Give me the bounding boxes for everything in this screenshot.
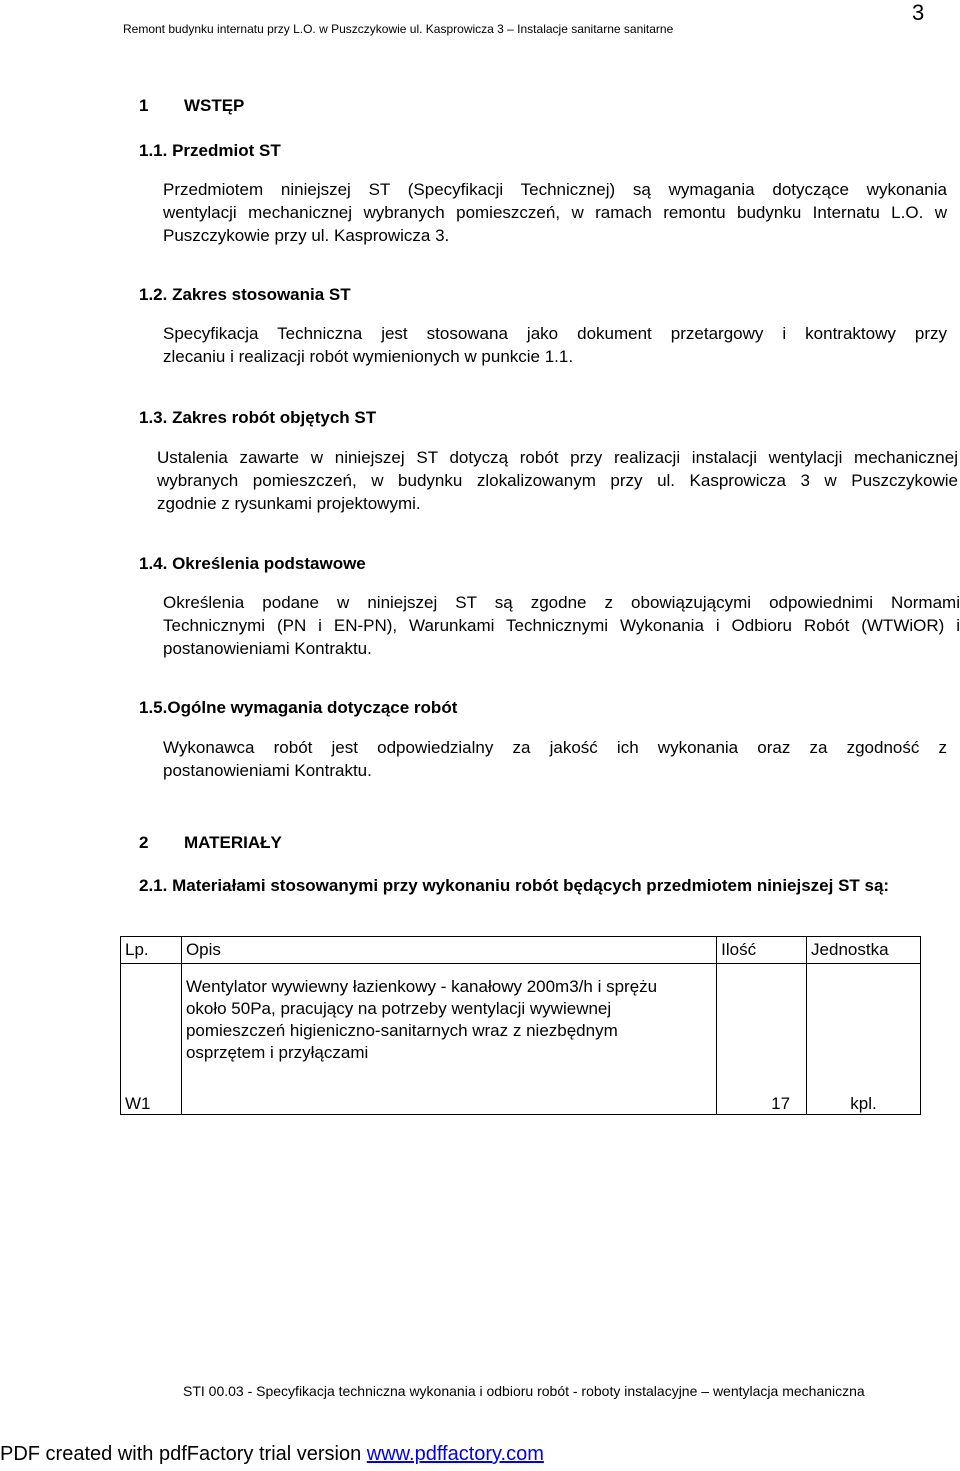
table-header-row	[121, 937, 921, 964]
section-1-5-title: 1.5.Ogólne wymagania dotyczące robót	[139, 698, 458, 717]
paragraph-line: wybranych pomieszczeń, w budynku zlokalizowanym przy ul. Kasprowicza 3 w Puszczykowie	[157, 471, 958, 490]
cell-opis	[181, 964, 716, 1115]
paragraph-line: Ustalenia zawarte w niniejszej ST dotyczą robót przy realizacji instalacji wentylacji mechanicznej	[157, 448, 958, 467]
paragraph-line: Wykonawca robót jest odpowiedzialny za jakość ich wykonania oraz za zgodność z	[163, 738, 947, 757]
paragraph-line: zgodnie z rysunkami projektowymi.	[157, 494, 421, 513]
section-2-title: MATERIAŁY	[183, 833, 282, 852]
column-header-ilosc: Ilość	[717, 937, 807, 964]
paragraph-line: wentylacji mechanicznej wybranych pomieszczeń, w ramach remontu budynku Internatu L.O. w	[163, 203, 947, 222]
column-header-opis: Opis	[181, 937, 716, 964]
paragraph-line: zlecaniu i realizacji robót wymienionych w punkcie 1.1.	[163, 347, 574, 366]
section-2-1-title: 2.1. Materiałami stosowanymi przy wykonaniu robót będących przedmiotem niniejszej ST są:	[139, 876, 890, 895]
cell-opis-line: pomieszczeń higieniczno-sanitarnych wraz z niezbędnym	[185, 1021, 618, 1040]
cell-opis-line: Wentylator wywiewny łazienkowy - kanałowy 200m3/h i sprężu	[185, 977, 658, 996]
paragraph-line: Określenia podane w niniejszej ST są zgodne z obowiązującymi odpowiednimi Normami	[163, 593, 960, 612]
cell-opis-line: osprzętem i przyłączami	[185, 1043, 369, 1062]
cell-lp: W1	[121, 964, 182, 1115]
paragraph-line: Puszczykowie przy ul. Kasprowicza 3.	[163, 226, 450, 245]
table-row	[121, 964, 921, 1115]
cell-jednostka: kpl.	[807, 964, 921, 1115]
section-1-3-body	[157, 446, 958, 515]
paragraph-line: postanowieniami Kontraktu.	[163, 761, 372, 780]
pdf-watermark	[0, 1443, 544, 1466]
running-header: Remont budynku internatu przy L.O. w Puszczykowie ul. Kasprowicza 3 – Instalacje sanitarne sanitarne	[123, 22, 674, 36]
paragraph-line: Technicznymi (PN i EN-PN), Warunkami Technicznymi Wykonania i Odbioru Robót (WTWiOR) i	[163, 616, 960, 635]
section-1-4-title: 1.4. Określenia podstawowe	[139, 554, 366, 573]
section-1-2-body	[163, 322, 947, 368]
section-1-title: WSTĘP	[183, 96, 245, 115]
section-1-5-body	[163, 736, 947, 782]
section-1-1-body	[163, 178, 947, 247]
section-1-3-title: 1.3. Zakres robót objętych ST	[139, 408, 377, 427]
section-2-number: 2	[139, 833, 149, 852]
page-number: 3	[912, 0, 925, 25]
column-header-jednostka: Jednostka	[807, 937, 921, 964]
pdf-watermark-text: PDF created with pdfFactory trial version	[0, 1443, 367, 1465]
section-1-1-title: 1.1. Przedmiot ST	[139, 141, 281, 160]
section-1-2-title: 1.2. Zakres stosowania ST	[139, 285, 351, 304]
materials-table	[120, 936, 921, 1115]
column-header-lp: Lp.	[121, 937, 182, 964]
page-footer: STI 00.03 - Specyfikacja techniczna wykonania i odbioru robót - roboty instalacyjne – wentylacja mechaniczna	[183, 1383, 865, 1399]
section-2-heading	[139, 833, 282, 853]
section-1-heading	[139, 96, 244, 116]
paragraph-line: Przedmiotem niniejszej ST (Specyfikacji Technicznej) są wymagania dotyczące wykonania	[163, 180, 947, 199]
cell-ilosc: 17	[717, 964, 807, 1115]
paragraph-line: Specyfikacja Techniczna jest stosowana jako dokument przetargowy i kontraktowy przy	[163, 324, 947, 343]
section-1-4-body	[163, 591, 960, 660]
pdffactory-link[interactable]: www.pdffactory.com	[366, 1443, 544, 1465]
section-1-number: 1	[139, 96, 149, 115]
paragraph-line: postanowieniami Kontraktu.	[163, 639, 372, 658]
cell-opis-line: około 50Pa, pracujący na potrzeby wentylacji wywiewnej	[185, 999, 612, 1018]
